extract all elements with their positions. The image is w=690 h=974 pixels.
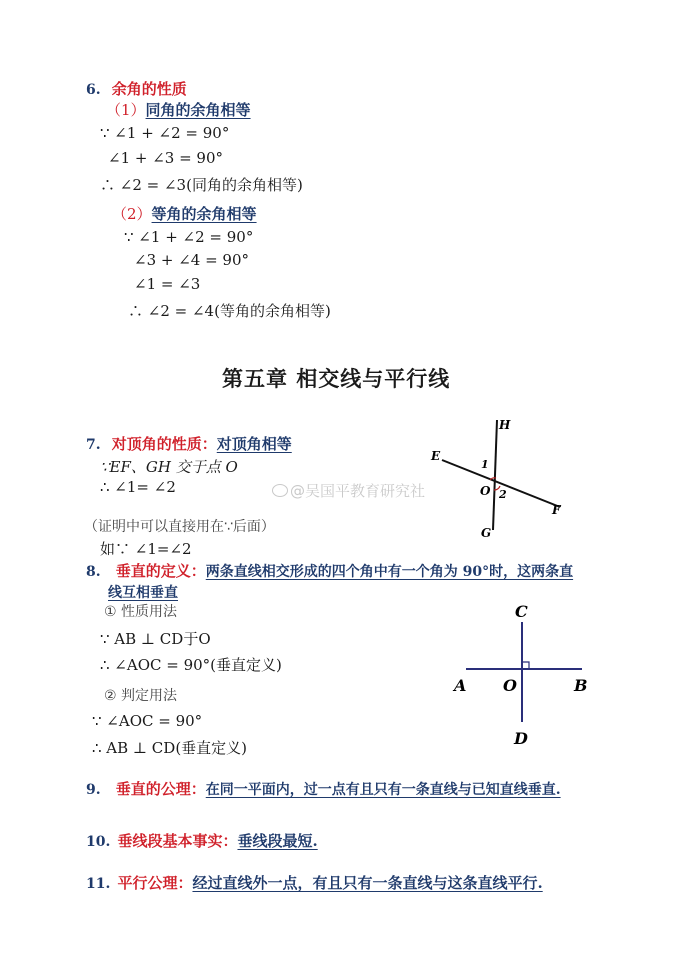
label-b: B: [574, 676, 588, 695]
section-9-title: 垂直的公理：: [115, 780, 206, 798]
section-8-heading: [86, 560, 573, 581]
label-e: E: [431, 449, 441, 463]
section-8-definition-wrap: [108, 582, 178, 602]
part2-line-4: ∴ ∠2 = ∠4(等角的余角相等): [128, 302, 331, 320]
section-7-line-2: ∴ ∠1= ∠2: [100, 478, 176, 496]
section-7-title: 对顶角的性质：: [111, 435, 217, 453]
part1-number: （1）: [106, 101, 146, 119]
part2-number: （2）: [112, 205, 152, 223]
section-6-part2-heading: [112, 203, 257, 224]
usage-2-line-1: ∵ ∠AOC = 90°: [92, 712, 203, 730]
usage-1-title: ① 性质用法: [104, 604, 178, 620]
part1-line-1: ∵ ∠1 + ∠2 = 90°: [100, 124, 230, 142]
chapter-title: 第五章 相交线与平行线: [222, 367, 451, 391]
label-angle-1: 1: [481, 458, 489, 471]
section-6-part1-heading: [106, 99, 251, 120]
section-9-statement: 在同一平面内，过一点有且只有一条直线与已知直线垂直.: [205, 782, 561, 798]
section-6-title: 余角的性质: [111, 80, 187, 98]
section-6-number: 6.: [86, 82, 101, 98]
part2-line-1: ∵ ∠1 + ∠2 = 90°: [124, 228, 254, 246]
label-a: A: [454, 676, 467, 695]
label-angle-2: 2: [499, 488, 507, 501]
right-angle-mark: [522, 662, 529, 669]
section-8-title: 垂直的定义：: [115, 562, 206, 580]
label-d: D: [514, 729, 528, 748]
label-o: O: [503, 676, 517, 695]
section-10-title: 垂线段基本事实：: [117, 832, 238, 850]
weibo-icon: [272, 484, 288, 497]
part2-line-2: ∠3 + ∠4 = 90°: [134, 251, 250, 269]
section-11-title: 平行公理：: [117, 874, 193, 892]
section-7-number: 7.: [86, 437, 101, 453]
usage-1-line-1: ∵ AB ⊥ CD于O: [100, 630, 211, 648]
section-10-number: 10.: [86, 834, 111, 850]
usage-2-line-2: ∴ AB ⊥ CD(垂直定义): [92, 739, 248, 757]
part1-title: 同角的余角相等: [145, 101, 251, 119]
label-h: H: [499, 418, 511, 432]
usage-2-title: ② 判定用法: [104, 688, 178, 704]
section-7-example: 如∵ ∠1=∠2: [100, 540, 192, 558]
perpendicular-diagram: [448, 598, 598, 750]
section-8-definition-2: 线互相垂直: [108, 585, 178, 601]
section-11-statement: 经过直线外一点，有且只有一条直线与这条直线平行.: [192, 874, 543, 892]
section-9-number: 9.: [86, 782, 101, 798]
part2-title: 等角的余角相等: [151, 205, 257, 223]
section-7-heading: [86, 433, 292, 454]
section-11-heading: [86, 872, 543, 893]
section-9-heading: [86, 778, 561, 799]
section-10-heading: [86, 830, 318, 851]
line-gh: [493, 420, 497, 530]
usage-1-line-2: ∴ ∠AOC = 90°(垂直定义): [100, 656, 282, 674]
label-f: F: [552, 503, 561, 517]
label-g: G: [481, 526, 492, 540]
part1-line-2: ∠1 + ∠3 = 90°: [108, 149, 224, 167]
label-c: C: [515, 602, 528, 621]
section-8-number: 8.: [86, 564, 101, 580]
section-8-definition-1: 两条直线相交形成的四个角中有一个角为 90°时，这两条直: [205, 564, 574, 580]
section-10-statement: 垂线段最短.: [237, 832, 318, 850]
section-6-heading: [86, 78, 187, 99]
label-o: O: [480, 484, 491, 498]
section-7-note: （证明中可以直接用在∵后面）: [84, 519, 275, 535]
section-7-statement: 对顶角相等: [216, 435, 292, 453]
part1-line-3: ∴ ∠2 = ∠3(同角的余角相等): [100, 176, 303, 194]
section-11-number: 11.: [86, 876, 111, 892]
vertical-angles-diagram: [420, 412, 580, 542]
part2-line-3: ∠1 = ∠3: [134, 275, 201, 293]
watermark-text: @吴国平教育研究社: [290, 482, 426, 500]
section-7-line-1: ∵EF、GH 交于点 O: [100, 458, 238, 476]
watermark: [272, 480, 425, 501]
